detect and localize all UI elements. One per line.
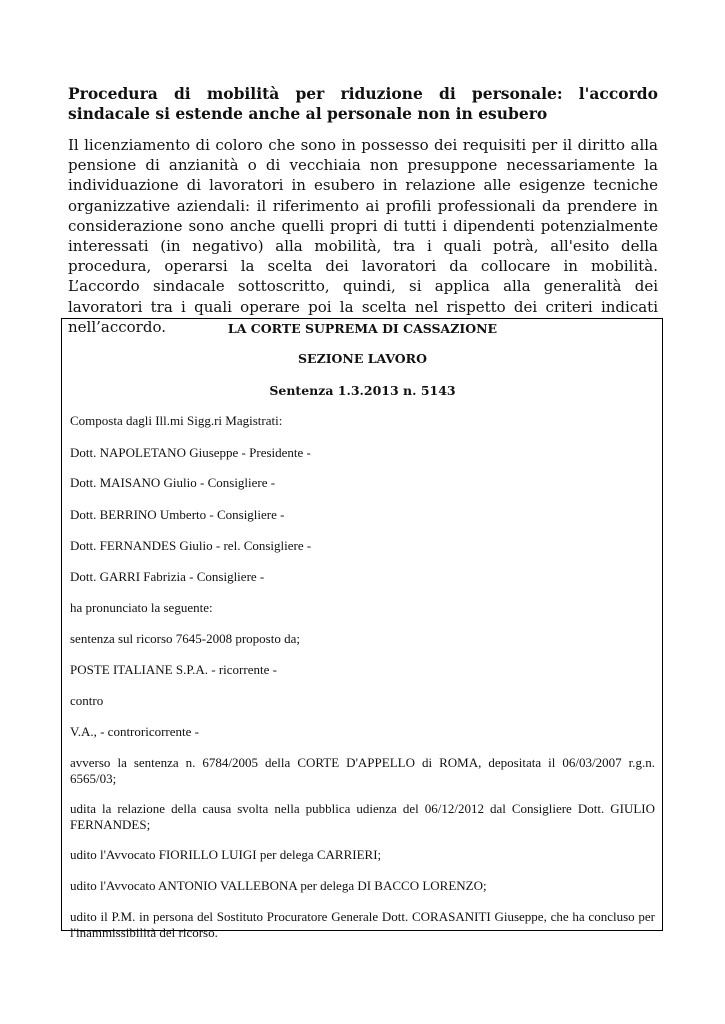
prosecutor-line: udito il P.M. in persona del Sostituto Procuratore Generale Dott. CORASANITI Giuseppe, che ha concluso per l'inammissibilità del ricorso.: [70, 909, 655, 940]
party-line: V.A., - controricorrente -: [70, 724, 199, 739]
court-name: LA CORTE SUPREMA DI CASSAZIONE: [227, 321, 498, 336]
judge-line: Dott. FERNANDES Giulio - rel. Consigliere -: [70, 538, 312, 553]
composition-line: Composta dagli Ill.mi Sigg.ri Magistrati:: [70, 413, 283, 428]
court-section: SEZIONE LAVORO: [298, 351, 427, 366]
pronouncement-line: ha pronunciato la seguente:: [70, 600, 213, 615]
appeal-line: sentenza sul ricorso 7645-2008 proposto da;: [70, 631, 300, 646]
decision-number: Sentenza 1.3.2013 n. 5143: [269, 383, 456, 398]
sentenza-box: [61, 318, 663, 940]
lawyer-line: udito l'Avvocato FIORILLO LUIGI per delega CARRIERI;: [70, 847, 382, 862]
hearing-line: udita la relazione della causa svolta nella pubblica udienza del 06/12/2012 dal Consigliere Dott. GIULIO FERNANDES;: [70, 801, 655, 832]
lawyer-line: udito l'Avvocato ANTONIO VALLEBONA per delega DI BACCO LORENZO;: [70, 878, 487, 893]
article-title: Procedura di mobilità per riduzione di personale: l'accordo sindacale si estende anche al personale non in esubero: [68, 84, 658, 123]
judge-line: Dott. BERRINO Umberto - Consigliere -: [70, 507, 285, 522]
judge-line: Dott. MAISANO Giulio - Consigliere -: [70, 475, 276, 490]
article-abstract: Il licenziamento di coloro che sono in possesso dei requisiti per il diritto alla pensione di anzianità o di vecchiaia non presuppone necessariamente la individuazione di lavoratori in esubero in relazione alle esigenze tecniche organizzative aziendali: il riferimento ai profili professionali da prendere in considerazione sono anche quelli propri di tutti i dipendenti potenzialmente interessati (in negativo) alla mobilità, tra i quali potrà, all'esito della procedura, operarsi la scelta dei lavoratori da collocare in mobilità. L’accordo sindacale sottoscritto, quindi, si applica alla generalità dei lavoratori tra i quali operare poi la scelta nel rispetto dei criteri indicati nell’accordo.: [68, 136, 658, 336]
appeal-details: avverso la sentenza n. 6784/2005 della CORTE D'APPELLO di ROMA, depositata il 06/03/2007 r.g.n. 6565/03;: [70, 755, 655, 786]
judge-line: Dott. NAPOLETANO Giuseppe - Presidente -: [70, 445, 311, 460]
judge-line: Dott. GARRI Fabrizia - Consigliere -: [70, 569, 265, 584]
party-line: contro: [70, 693, 104, 708]
party-line: POSTE ITALIANE S.P.A. - ricorrente -: [70, 662, 277, 677]
